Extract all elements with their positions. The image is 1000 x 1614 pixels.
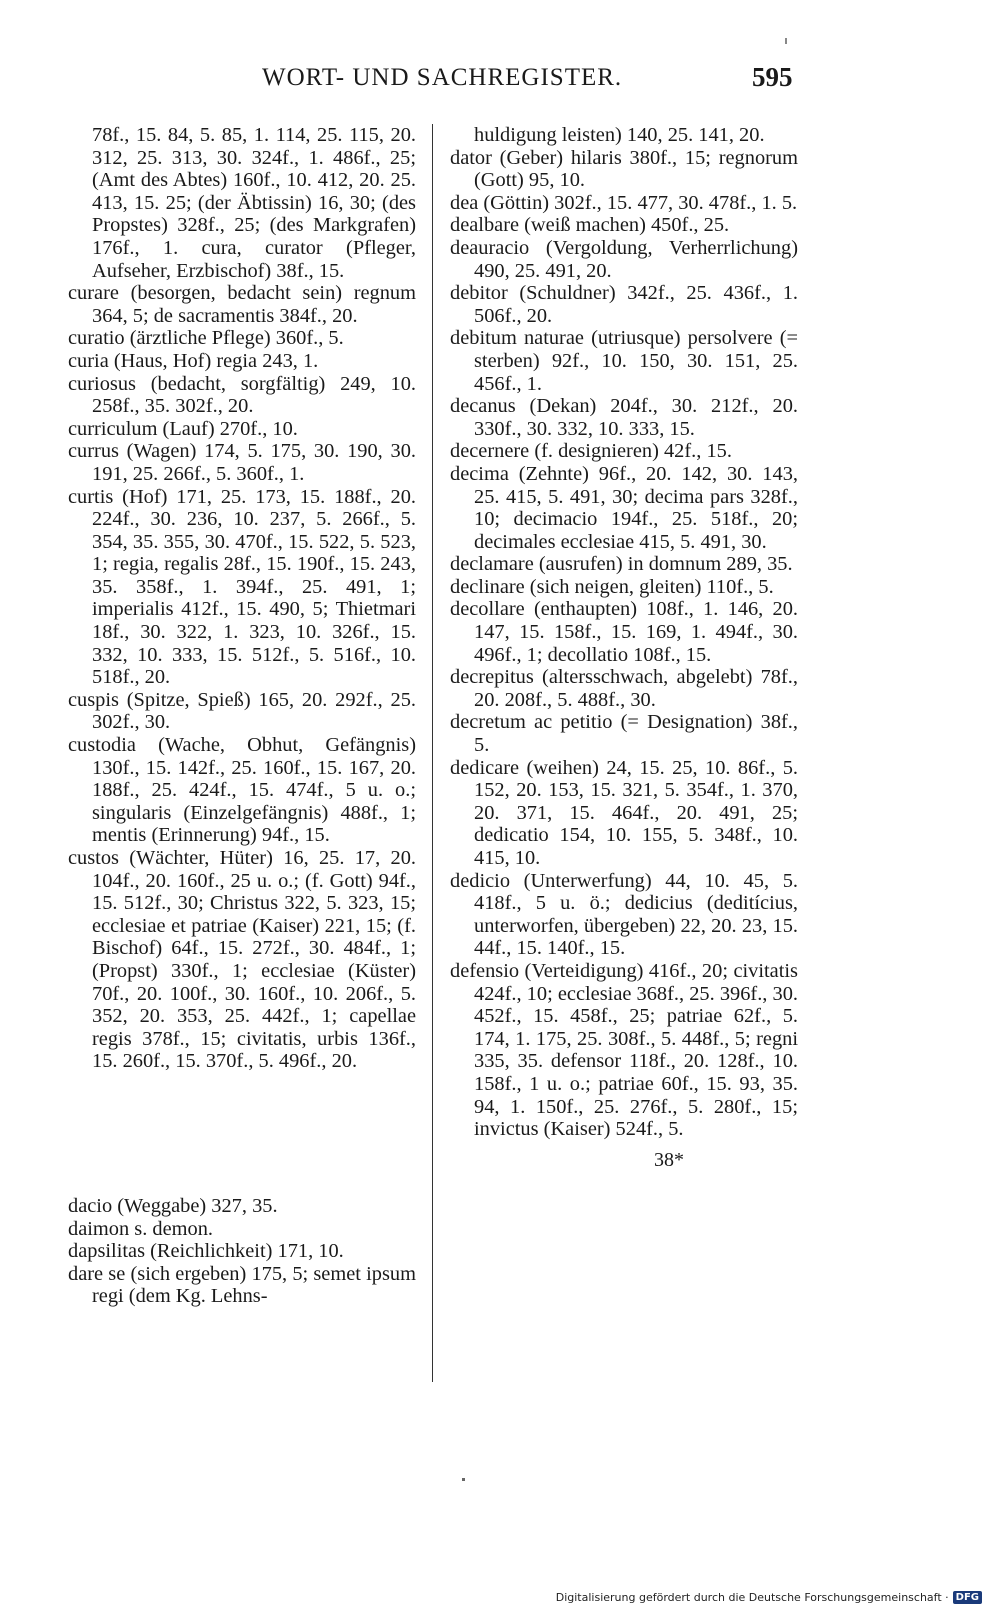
entry-text: curatio (ärztliche Pflege) 360f., 5. [68, 327, 344, 350]
entry-text: custodia (Wache, Obhut, Gefängnis) 130f., 15. 142f., 25. 160f., 15. 167, 20. 188f., 25. 424f., 15. 474f., 5 u. o.; singularis (Einzelgefängnis) 488f., 1; mentis (Erinnerung) 94f., 15. [68, 734, 416, 847]
index-entry [68, 486, 416, 689]
scan-mark [785, 38, 787, 44]
entry-text: dedicio (Unterwerfung) 44, 10. 45, 5. 418f., 5 u. ö.; dedicius (deditícius, unterworfen, übergeben) 22, 20. 23, 15. 44f., 15. 140f., 15. [450, 869, 798, 960]
entry-text: decima (Zehnte) 96f., 20. 142, 30. 143, 25. 415, 5. 491, 30; decima pars 328f., 10; decimacio 194f., 25. 518f., 20; decimales ecclesiae 415, 5. 491, 30. [450, 462, 798, 553]
entry-text: huldigung leisten) 140, 25. 141, 20. [474, 124, 765, 146]
entry-text: currus (Wagen) 174, 5. 175, 30. 190, 30. 191, 25. 266f., 5. 360f., 1. [68, 440, 416, 485]
entry-text: dare se (sich ergeben) 175, 5; semet ipsum regi (dem Kg. Lehns- [68, 1262, 416, 1308]
scan-dot [462, 1478, 465, 1481]
index-entry [450, 124, 798, 147]
index-entry [68, 1240, 416, 1263]
index-entry [68, 373, 416, 418]
index-entry [68, 1218, 416, 1241]
letter-gap [68, 1073, 416, 1195]
running-title: WORT- UND SACHREGISTER. [262, 64, 623, 91]
entry-text: declamare (ausrufen) in domnum 289, 35. [450, 553, 793, 576]
entry-text: dea (Göttin) 302f., 15. 477, 30. 478f., 1. 5. [450, 191, 798, 214]
index-entry [450, 395, 798, 440]
entry-text: dacio (Weggabe) 327, 35. [68, 1194, 278, 1217]
entry-text: curiosus (bedacht, sorgfältig) 249, 10. 258f., 35. 302f., 20. [68, 372, 416, 418]
entry-text: curia (Haus, Hof) regia 243, 1. [68, 349, 319, 372]
index-entry [450, 440, 798, 463]
index-entry [68, 734, 416, 847]
right-column [450, 124, 798, 1171]
index-entry [450, 214, 798, 237]
digitization-footer [556, 1591, 982, 1604]
entry-text: custos (Wächter, Hüter) 16, 25. 17, 20. 104f., 20. 160f., 25 u. o.; (f. Gott) 94f., 15. 512f., 30; Christus 322, 5. 323, 15; ecclesiae et patriae (Kaiser) 221, 15; (f. Bischof) 64f., 15. 272f., 30. 484f., 1; (Propst) 330f., 1; ecclesiae (Küster) 70f., 20. 100f., 30. 160f., 10. 206f., 5. 352, 20. 353, 25. 442f., 1; capellae regis 378f., 15; civitatis, urbis 136f., 15. 260f., 15. 370f., 5. 496f., 20. [68, 847, 416, 1073]
index-entry [450, 327, 798, 395]
entry-text: debitum naturae (utriusque) persolvere (= sterben) 92f., 10. 150, 30. 151, 25. 456f., 1. [450, 327, 798, 395]
left-column [68, 124, 416, 1308]
entry-text: curtis (Hof) 171, 25. 173, 15. 188f., 20. 224f., 30. 236, 10. 237, 5. 266f., 5. 354, 35. 355, 30. 470f., 15. 522, 5. 523, 1; regia, regalis 28f., 15. 190f., 15. 243, 35. 358f., 1. 394f., 25. 491, 1; imperialis 412f., 15. 490, 5; Thietmari 18f., 30. 322, 1. 323, 10. 326f., 15. 332, 10. 333, 15. 512f., 5. 516f., 10. 518f., 20. [68, 485, 416, 689]
index-entry [68, 1263, 416, 1308]
index-entry [450, 553, 798, 576]
entry-text: decernere (f. designieren) 42f., 15. [450, 440, 732, 463]
entry-text: decretum ac petitio (= Designation) 38f., 5. [450, 711, 798, 757]
entry-text: 78f., 15. 84, 5. 85, 1. 114, 25. 115, 20. 312, 25. 313, 30. 324f., 1. 486f., 25; (Amt des Abtes) 160f., 10. 412, 20. 25. 413, 15. 25; (der Äbtissin) 16, 30; (des Propstes) 328f., 25; (des Markgrafen) 176f., 1. cura, curator (Pfleger, Aufseher, Erzbischof) 38f., 15. [92, 124, 416, 282]
entry-text: daimon s. demon. [68, 1217, 213, 1240]
index-entry [450, 757, 798, 870]
index-entry [450, 598, 798, 666]
page-number: 595 [752, 62, 793, 92]
page-header [0, 64, 1000, 104]
index-entry [450, 711, 798, 756]
index-entry [68, 124, 416, 282]
index-entry [450, 237, 798, 282]
entry-text: deauracio (Vergoldung, Verherrlichung) 490, 25. 491, 20. [450, 236, 798, 282]
dfg-logo: DFG [953, 1591, 982, 1604]
index-entry [450, 282, 798, 327]
footer-text: Digitalisierung gefördert durch die Deutsche Forschungsgemeinschaft · [555, 1591, 949, 1604]
index-entry [68, 350, 416, 373]
index-entry [450, 576, 798, 599]
index-entry [68, 418, 416, 441]
index-entry [68, 1195, 416, 1218]
entry-text: decollare (enthaupten) 108f., 1. 146, 20. 147, 15. 158f., 15. 169, 1. 494f., 30. 496f., 1; decollatio 108f., 15. [450, 598, 798, 666]
column-divider [432, 124, 433, 1382]
entry-text: dapsilitas (Reichlichkeit) 171, 10. [68, 1240, 344, 1263]
entry-text: cuspis (Spitze, Spieß) 165, 20. 292f., 25. 302f., 30. [68, 688, 416, 734]
signature-mark: 38* [654, 1148, 684, 1171]
index-entry [450, 147, 798, 192]
index-entry [450, 870, 798, 960]
index-entry [450, 463, 798, 553]
entry-text: debitor (Schuldner) 342f., 25. 436f., 1. 506f., 20. [450, 282, 798, 327]
index-entry [450, 192, 798, 215]
entry-text: dator (Geber) hilaris 380f., 15; regnorum (Gott) 95, 10. [450, 146, 798, 192]
index-entry [68, 847, 416, 1073]
entry-text: defensio (Verteidigung) 416f., 20; civitatis 424f., 10; ecclesiae 368f., 25. 396f., 30. 452f., 15. 458f., 25; patriae 62f., 5. 174, 1. 175, 25. 308f., 5. 448f., 5; regni 335, 35. defensor 118f., 20. 128f., 10. 158f., 1 u. o.; patriae 60f., 15. 93, 35. 94, 1. 150f., 25. 276f., 5. 280f., 15; invictus (Kaiser) 524f., 5. [450, 959, 798, 1141]
entry-text: declinare (sich neigen, gleiten) 110f., 5. [450, 575, 774, 598]
index-entry [68, 689, 416, 734]
entry-text: decrepitus (altersschwach, abgelebt) 78f., 20. 208f., 5. 488f., 30. [450, 666, 798, 711]
entry-text: curare (besorgen, bedacht sein) regnum 364, 5; de sacramentis 384f., 20. [68, 282, 416, 327]
index-entry [68, 282, 416, 327]
entry-text: curriculum (Lauf) 270f., 10. [68, 417, 298, 440]
index-entry [450, 666, 798, 711]
entry-text: decanus (Dekan) 204f., 30. 212f., 20. 330f., 30. 332, 10. 333, 15. [450, 395, 798, 440]
entry-text: dedicare (weihen) 24, 15. 25, 10. 86f., 5. 152, 20. 153, 15. 321, 5. 354f., 1. 370, 20. 371, 15. 464f., 20. 491, 25; dedicatio 154, 10. 155, 5. 348f., 10. 415, 10. [450, 756, 798, 869]
index-entry [68, 440, 416, 485]
entry-text: dealbare (weiß machen) 450f., 25. [450, 214, 730, 237]
index-entry [68, 327, 416, 350]
index-entry [450, 960, 798, 1141]
